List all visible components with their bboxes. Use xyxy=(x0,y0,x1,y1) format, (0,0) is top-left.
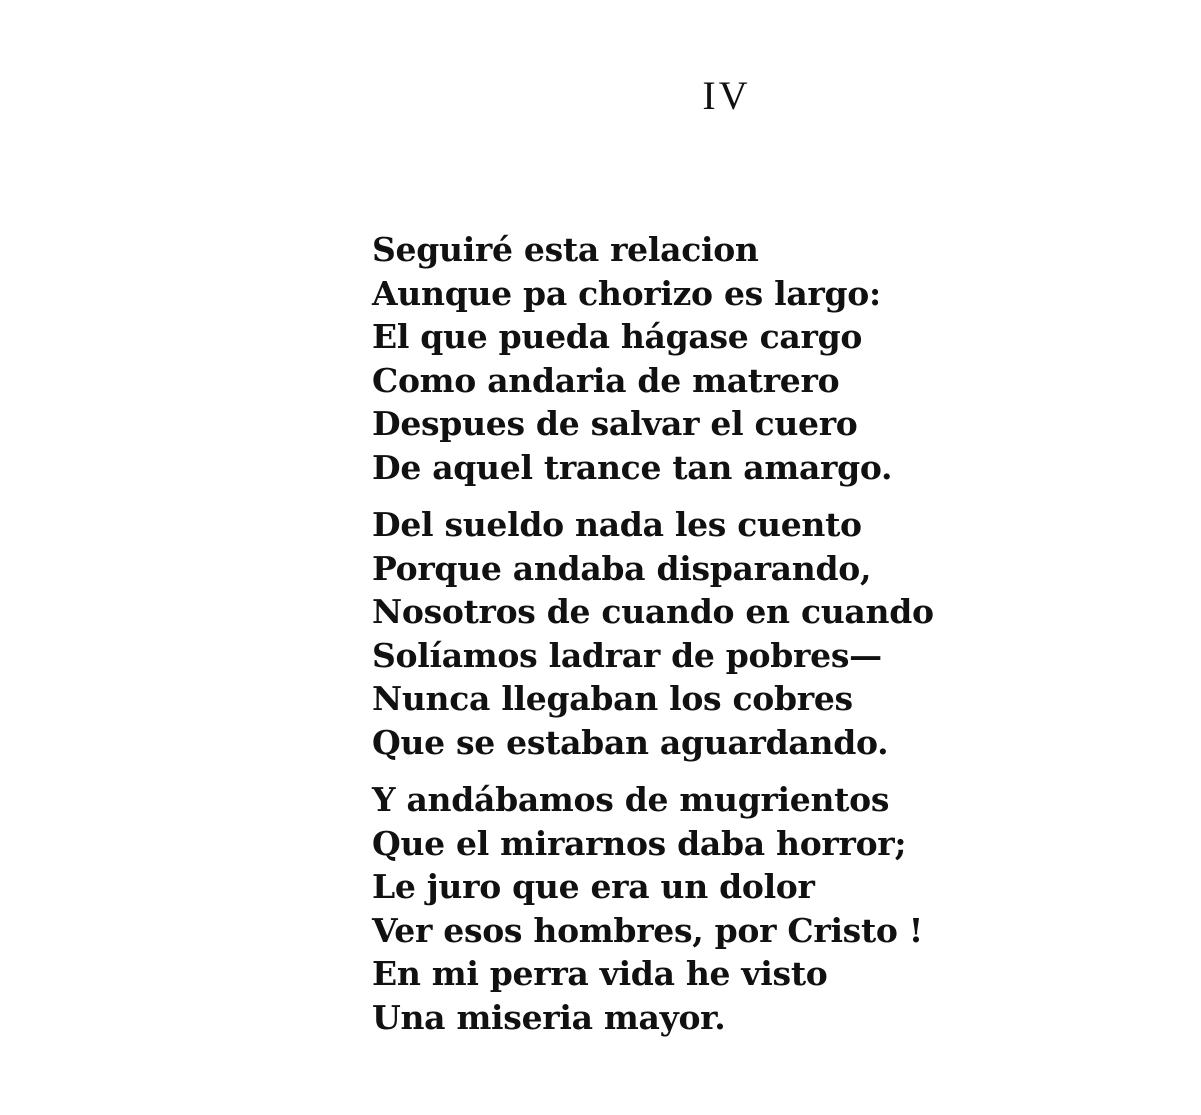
verse-line: Del sueldo nada les cuento xyxy=(372,505,862,544)
section-number: IV xyxy=(702,73,751,118)
verse-line: Le juro que era un dolor xyxy=(372,867,815,906)
verse-line: De aquel trance tan amargo. xyxy=(372,447,893,487)
verse-line: Y andábamos de mugrientos xyxy=(372,780,890,819)
verse-line: Una miseria mayor. xyxy=(372,997,726,1037)
stanza-3 xyxy=(372,778,1172,1039)
verse-line: Despues de salvar el cuero xyxy=(372,404,858,443)
poem xyxy=(372,228,1172,1053)
verse-line: En mi perra vida he visto xyxy=(372,954,828,993)
verse-line: El que pueda hágase cargo xyxy=(372,317,863,356)
verse-line: Ver esos hombres, por Cristo ! xyxy=(372,910,923,950)
verse-line: Porque andaba disparando, xyxy=(372,548,872,588)
verse-line: Que el mirarnos daba horror; xyxy=(372,823,907,863)
verse-line: Que se estaban aguardando. xyxy=(372,722,889,762)
verse-line: Seguiré esta relacion xyxy=(372,230,759,269)
verse-line: Como andaria de matrero xyxy=(372,360,840,400)
verse-line: Solíamos ladrar de pobres— xyxy=(372,635,882,675)
stanza-2 xyxy=(372,503,1172,764)
verse-line: Nunca llegaban los cobres xyxy=(372,679,853,718)
verse-line: Aunque pa chorizo es largo: xyxy=(372,273,881,313)
verse-line: Nosotros de cuando en cuando xyxy=(372,592,934,631)
stanza-1 xyxy=(372,228,1172,489)
